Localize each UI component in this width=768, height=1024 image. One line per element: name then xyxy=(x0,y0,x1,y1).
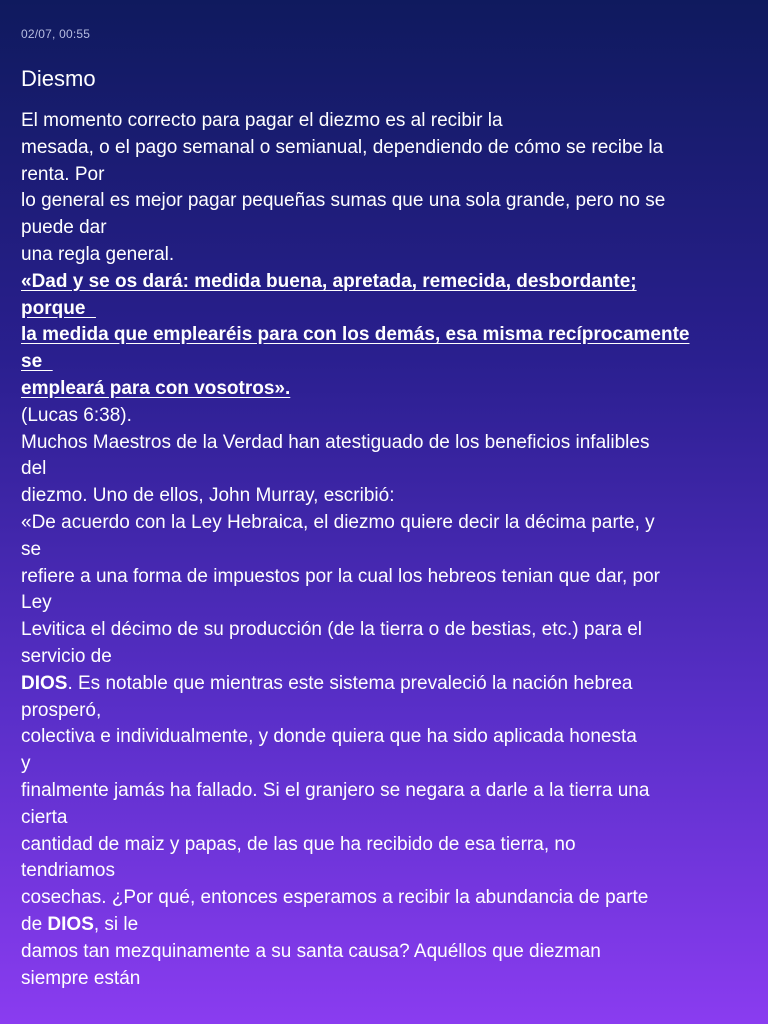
note-line: diezmo. Uno de ellos, John Murray, escribió: xyxy=(21,485,395,507)
note-line: finalmente jamás ha fallado. Si el granjero se negara a darle a la tierra una xyxy=(21,779,650,801)
note-line: cosechas. ¿Por qué, entonces esperamos a recibir la abundancia de parte xyxy=(21,887,649,909)
note-line-text: . Es notable que mientras este sistema prevaleció la nación hebrea xyxy=(67,672,633,694)
note-line: puede dar xyxy=(21,217,107,239)
scripture-quote-line: «Dad y se os dará: medida buena, apretada, remecida, desbordante; xyxy=(21,270,637,292)
note-line: lo general es mejor pagar pequeñas sumas que una sola grande, pero no se xyxy=(21,190,666,212)
scripture-quote-line: empleará para con vosotros». xyxy=(21,377,291,399)
scripture-reference: (Lucas 6:38). xyxy=(21,404,132,426)
bold-word: DIOS xyxy=(21,672,68,694)
note-line-text: , si le xyxy=(93,913,139,935)
note-line: se xyxy=(21,538,42,560)
scripture-quote-line: se xyxy=(21,351,53,373)
note-line: tendriamos xyxy=(21,860,115,882)
note-line: mesada, o el pago semanal o semianual, dependiendo de cómo se recibe la xyxy=(21,136,664,158)
note-line xyxy=(21,671,748,698)
note-line: servicio de xyxy=(21,645,112,667)
note-line: damos tan mezquinamente a su santa causa? Aquéllos que diezman xyxy=(21,940,601,962)
note-line: una regla general. xyxy=(21,243,175,265)
note-line: del xyxy=(21,458,47,480)
note-line: cierta xyxy=(21,806,68,828)
note-title[interactable]: Diesmo xyxy=(21,66,96,91)
note-line: Ley xyxy=(21,592,52,614)
note-line: cantidad de maiz y papas, de las que ha recibido de esa tierra, no xyxy=(21,833,576,855)
note-line: Muchos Maestros de la Verdad han atestiguado de los beneficios infalibles xyxy=(21,431,650,453)
note-line: siempre están xyxy=(21,967,141,989)
note-line: colectiva e individualmente, y donde quiera que ha sido aplicada honesta xyxy=(21,726,637,748)
note-line: Levitica el décimo de su producción (de la tierra o de bestias, etc.) para el xyxy=(21,619,642,641)
scripture-quote-line: la medida que emplearéis para con los demás, esa misma recíprocamente xyxy=(21,324,690,346)
scripture-quote-line: porque xyxy=(21,297,96,319)
note-line: prosperó, xyxy=(21,699,102,721)
note-line xyxy=(21,912,748,939)
note-timestamp: 02/07, 00:55 xyxy=(21,27,91,41)
note-line: El momento correcto para pagar el diezmo es al recibir la xyxy=(21,110,503,131)
note-line: «De acuerdo con la Ley Hebraica, el diezmo quiere decir la décima parte, y xyxy=(21,511,655,533)
note-body[interactable] xyxy=(21,108,748,992)
note-line: renta. Por xyxy=(21,163,105,185)
note-line: y xyxy=(21,753,31,775)
note-line-text: de xyxy=(21,913,48,935)
bold-word: DIOS xyxy=(47,913,94,935)
note-line: refiere a una forma de impuestos por la cual los hebreos tenian que dar, por xyxy=(21,565,660,587)
